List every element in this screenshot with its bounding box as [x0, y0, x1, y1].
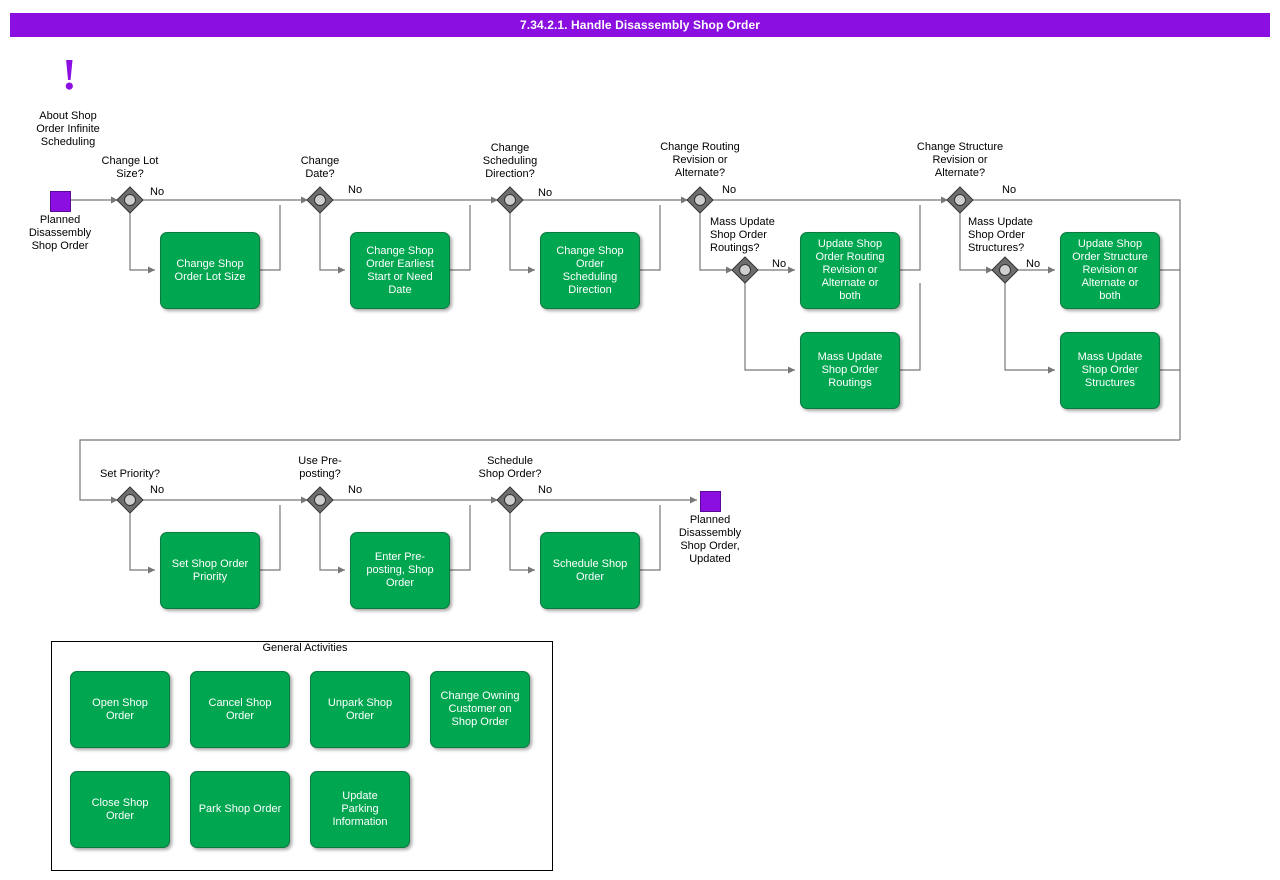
- dl-8-2: posting?: [299, 468, 341, 480]
- decision-label-change-scheduling-direction: [460, 142, 560, 181]
- decision-label-change-structure-revision: [895, 141, 1025, 180]
- page-title: 7.34.2.1. Handle Disassembly Shop Order: [10, 13, 1270, 37]
- branch-label-no-mass-update-structures: No: [1026, 258, 1041, 270]
- branch-label-no-mass-update-routings: No: [772, 258, 787, 270]
- dl-2-1: Change: [490, 142, 530, 154]
- end-label-line-4: Updated: [689, 553, 731, 565]
- activity-update-shop-order-routing-revision[interactable]: Update Shop Order Routing Revision or Alternate or both: [800, 232, 900, 309]
- start-label-line-3: Shop Order: [31, 240, 89, 252]
- start-label-line-2: Disassembly: [28, 227, 92, 239]
- dl-1-2: Date?: [305, 168, 335, 180]
- branch-label-no-scheduling-direction: No: [538, 187, 553, 199]
- dl-4-3: Routings?: [710, 242, 760, 254]
- dl-6-1: Mass Update: [968, 216, 1033, 228]
- branch-label-no-change-lot-size: No: [150, 186, 165, 198]
- dl-0-2: Size?: [116, 168, 144, 180]
- dl-4-1: Mass Update: [710, 216, 775, 228]
- dl-5-1: Change Structure: [916, 141, 1004, 153]
- activity-update-parking-information[interactable]: Update Parking Information: [310, 771, 410, 848]
- end-node-label: [660, 514, 760, 566]
- dl-6-2: Shop Order: [968, 229, 1025, 241]
- exclamation-info-icon: !: [62, 50, 77, 99]
- activity-change-shop-order-scheduling-direction[interactable]: Change Shop Order Scheduling Direction: [540, 232, 640, 309]
- end-label-line-2: Disassembly: [678, 527, 742, 539]
- branch-label-no-schedule-shop-order: No: [538, 484, 553, 496]
- dl-1-1: Change: [300, 155, 340, 167]
- activity-open-shop-order[interactable]: Open Shop Order: [70, 671, 170, 748]
- decision-label-set-priority: [80, 468, 180, 481]
- dl-3-3: Alternate?: [674, 167, 726, 179]
- start-node-planned-disassembly-shop-order[interactable]: [50, 191, 71, 212]
- dl-7-1: Set Priority?: [100, 468, 160, 480]
- note-infinite-scheduling: [18, 110, 118, 149]
- branch-label-no-pre-posting: No: [348, 484, 363, 496]
- activity-mass-update-shop-order-routings[interactable]: Mass Update Shop Order Routings: [800, 332, 900, 409]
- decision-label-change-lot-size: [80, 155, 180, 181]
- activity-unpark-shop-order[interactable]: Unpark Shop Order: [310, 671, 410, 748]
- activity-change-owning-customer[interactable]: Change Owning Customer on Shop Order: [430, 671, 530, 748]
- activity-schedule-shop-order[interactable]: Schedule Shop Order: [540, 532, 640, 609]
- note-line-3: Scheduling: [40, 136, 96, 148]
- dl-2-3: Direction?: [485, 168, 535, 180]
- branch-label-no-change-date: No: [348, 184, 363, 196]
- end-label-line-3: Shop Order,: [680, 540, 740, 552]
- activity-close-shop-order[interactable]: Close Shop Order: [70, 771, 170, 848]
- end-node-planned-disassembly-shop-order-updated[interactable]: [700, 491, 721, 512]
- dl-4-2: Shop Order: [710, 229, 767, 241]
- activity-change-shop-order-earliest-start[interactable]: Change Shop Order Earliest Start or Need Date: [350, 232, 450, 309]
- dl-3-1: Change Routing: [660, 141, 740, 153]
- dl-9-2: Shop Order?: [478, 468, 542, 480]
- decision-label-use-pre-posting: [270, 455, 370, 481]
- decision-label-schedule-shop-order: [458, 455, 562, 481]
- general-activities-title: General Activities: [236, 642, 374, 654]
- dl-5-2: Revision or: [932, 154, 988, 166]
- end-label-line-1: Planned: [689, 514, 731, 526]
- activity-park-shop-order[interactable]: Park Shop Order: [190, 771, 290, 848]
- dl-3-2: Revision or: [672, 154, 728, 166]
- branch-label-no-routing-revision: No: [722, 184, 737, 196]
- note-line-2: Order Infinite: [36, 123, 100, 135]
- activity-cancel-shop-order[interactable]: Cancel Shop Order: [190, 671, 290, 748]
- branch-label-no-set-priority: No: [150, 484, 165, 496]
- dl-8-1: Use Pre-: [298, 455, 342, 467]
- activity-change-shop-order-lot-size[interactable]: Change Shop Order Lot Size: [160, 232, 260, 309]
- start-label-line-1: Planned: [39, 214, 81, 226]
- activity-mass-update-shop-order-structures[interactable]: Mass Update Shop Order Structures: [1060, 332, 1160, 409]
- dl-5-3: Alternate?: [934, 167, 986, 179]
- decision-label-change-date: [270, 155, 370, 181]
- branch-label-no-structure-revision: No: [1002, 184, 1017, 196]
- start-node-label: [10, 214, 110, 253]
- dl-9-1: Schedule: [487, 455, 533, 467]
- activity-set-shop-order-priority[interactable]: Set Shop Order Priority: [160, 532, 260, 609]
- dl-2-2: Scheduling: [482, 155, 538, 167]
- note-line-1: About Shop: [39, 110, 97, 122]
- dl-0-1: Change Lot: [101, 155, 159, 167]
- activity-enter-pre-posting-shop-order[interactable]: Enter Pre- posting, Shop Order: [350, 532, 450, 609]
- dl-6-3: Structures?: [968, 242, 1025, 254]
- decision-label-change-routing-revision: [640, 141, 760, 180]
- activity-update-shop-order-structure-revision[interactable]: Update Shop Order Structure Revision or Alternate or both: [1060, 232, 1160, 309]
